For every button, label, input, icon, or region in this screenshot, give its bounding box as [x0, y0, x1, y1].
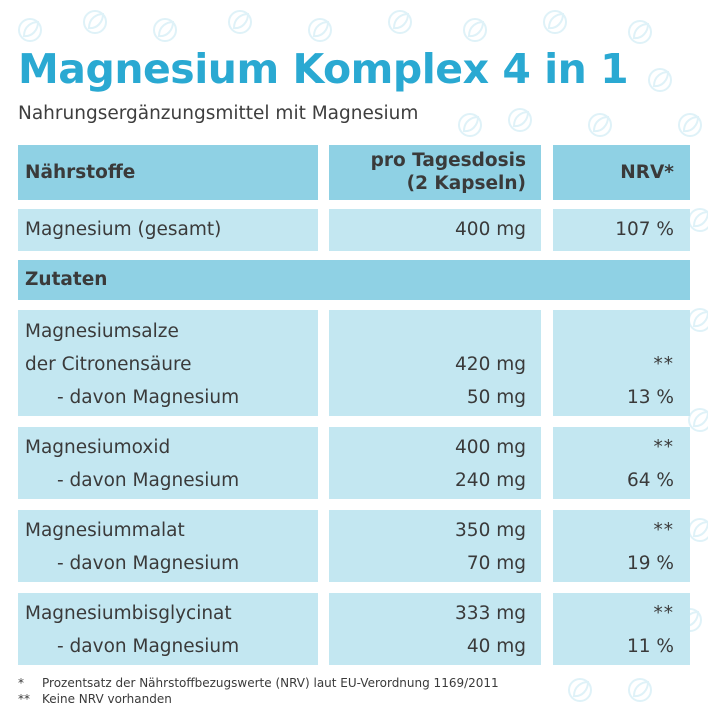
- ingredients-header: [18, 260, 690, 300]
- ingredients-header-label: Zutaten: [25, 269, 108, 290]
- ingredient-3-sub-name: - davon Magnesium: [57, 553, 240, 574]
- ingredient-1-name-cell: [18, 310, 318, 416]
- ingredient-2-amount-cell: [329, 427, 541, 499]
- ingredient-2-amount: 400 mg: [455, 437, 526, 458]
- total-nrv: 107 %: [615, 219, 674, 240]
- total-row-name: [18, 209, 318, 251]
- ingredient-2-nrv: **: [653, 437, 674, 458]
- total-name: Magnesium (gesamt): [25, 219, 222, 240]
- ingredient-1-name-line1: Magnesiumsalze: [25, 321, 179, 342]
- ingredient-4-sub-amount: 40 mg: [466, 636, 526, 657]
- ingredient-1-nrv-cell: [553, 310, 690, 416]
- ingredient-3-nrv-cell: [553, 510, 690, 582]
- ingredient-4-nrv-cell: [553, 593, 690, 665]
- ingredient-1-amount: 420 mg: [455, 354, 526, 375]
- ingredient-3-name: Magnesiummalat: [25, 520, 185, 541]
- header-nutrients-label: Nährstoffe: [25, 162, 136, 183]
- ingredient-4-name: Magnesiumbisglycinat: [25, 603, 232, 624]
- ingredient-1-sub-name: - davon Magnesium: [57, 387, 240, 408]
- ingredient-4-name-cell: [18, 593, 318, 665]
- ingredient-4-nrv: **: [653, 603, 674, 624]
- ingredient-2-name-cell: [18, 427, 318, 499]
- ingredient-1-sub-nrv: 13 %: [627, 387, 674, 408]
- ingredient-4-amount-cell: [329, 593, 541, 665]
- footnote-nrv: [18, 676, 499, 690]
- ingredient-3-sub-nrv: 19 %: [627, 553, 674, 574]
- ingredient-2-sub-nrv: 64 %: [627, 470, 674, 491]
- total-row-nrv: [553, 209, 690, 251]
- ingredient-4-amount: 333 mg: [455, 603, 526, 624]
- ingredient-3-amount: 350 mg: [455, 520, 526, 541]
- total-amount: 400 mg: [455, 219, 526, 240]
- header-nutrients: [18, 145, 318, 200]
- footnote-nrv-mark: *: [18, 676, 24, 690]
- footnote-no-nrv-mark: **: [18, 692, 30, 706]
- ingredient-3-name-cell: [18, 510, 318, 582]
- ingredient-2-nrv-cell: [553, 427, 690, 499]
- ingredient-2-name: Magnesiumoxid: [25, 437, 171, 458]
- ingredient-3-nrv: **: [653, 520, 674, 541]
- header-dose-line1: pro Tagesdosis: [370, 150, 526, 171]
- ingredient-2-sub-amount: 240 mg: [455, 470, 526, 491]
- page-title: Magnesium Komplex 4 in 1: [18, 45, 629, 93]
- footnote-no-nrv-text: Keine NRV vorhanden: [42, 692, 172, 706]
- ingredient-1-name-line2: der Citronensäure: [25, 354, 192, 375]
- footnote-nrv-text: Prozentsatz der Nährstoffbezugswerte (NRV) laut EU-Verordnung 1169/2011: [42, 676, 499, 690]
- ingredient-1-nrv: **: [653, 354, 674, 375]
- ingredient-1-sub-amount: 50 mg: [466, 387, 526, 408]
- ingredient-1-amount-cell: [329, 310, 541, 416]
- ingredient-3-amount-cell: [329, 510, 541, 582]
- footnote-no-nrv: [18, 692, 172, 706]
- header-nrv-label: NRV*: [620, 162, 674, 183]
- ingredient-4-sub-name: - davon Magnesium: [57, 636, 240, 657]
- header-nrv: [553, 145, 690, 200]
- page-subtitle: Nahrungsergänzungsmittel mit Magnesium: [18, 103, 419, 124]
- ingredient-2-sub-name: - davon Magnesium: [57, 470, 240, 491]
- ingredient-3-sub-amount: 70 mg: [466, 553, 526, 574]
- ingredient-4-sub-nrv: 11 %: [627, 636, 674, 657]
- header-dose: [329, 145, 541, 200]
- total-row-amount: [329, 209, 541, 251]
- header-dose-line2: (2 Kapseln): [406, 173, 526, 194]
